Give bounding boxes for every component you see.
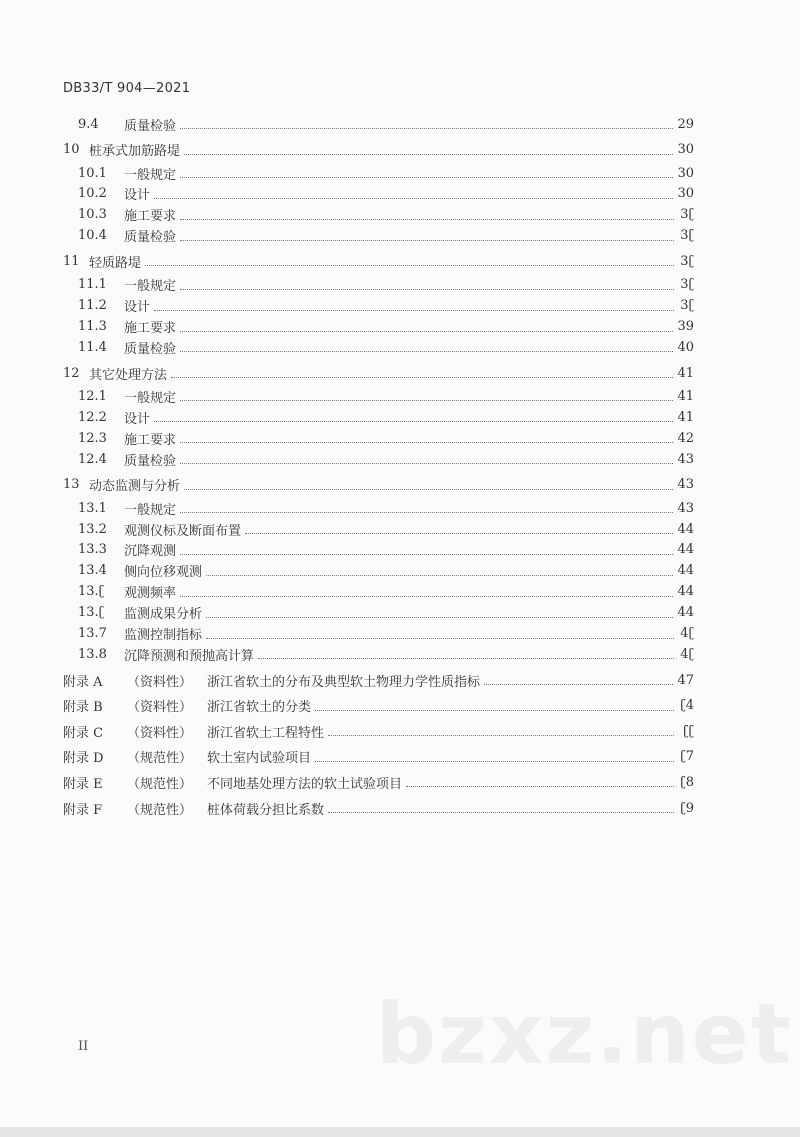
toc-entry-title: 一般规定: [124, 502, 177, 518]
toc-leader-dots: [206, 637, 674, 639]
toc-entry-title: 质量检验: [124, 230, 177, 246]
toc-entry-number: 11.4: [78, 339, 107, 355]
document-code: DB33/T 904—2021: [63, 81, 191, 96]
toc-entry-number: 附录 E: [63, 776, 103, 792]
toc-entry[interactable]: [78, 163, 694, 183]
toc-leader-dots: [328, 811, 674, 813]
toc-entry-title: 浙江省软土的分布及典型软土物理力学性质指标: [207, 674, 481, 690]
toc-entry-page: 39: [677, 319, 694, 334]
toc-entry-title: 质量检验: [124, 341, 177, 357]
toc-entry-title: 观测仪标及断面布置: [124, 523, 242, 539]
toc-entry-title: 一般规定: [124, 279, 177, 295]
toc-entry-category: （规范性）: [127, 776, 193, 792]
toc-entry-page: ʗʗ: [683, 723, 694, 739]
toc-leader-dots: [145, 264, 674, 266]
toc-entry-number: 11: [63, 253, 80, 269]
toc-leader-dots: [180, 218, 674, 220]
toc-entry-page: 44: [677, 521, 694, 537]
toc-leader-dots: [180, 399, 673, 401]
toc-entry-page: 44: [677, 542, 694, 558]
toc-entry-title: 动态监测与分析: [89, 479, 181, 495]
toc-entry-page: 30: [677, 142, 694, 158]
toc-entry-page: 41: [677, 388, 694, 404]
toc-entry-page: 43: [677, 451, 694, 467]
toc-entry-title: 设计: [124, 188, 151, 204]
toc-entry[interactable]: [78, 644, 694, 664]
toc-leader-dots: [206, 574, 673, 576]
toc-entry[interactable]: [78, 275, 694, 295]
toc-entry-number: 13.2: [78, 521, 107, 537]
toc-leader-dots: [245, 532, 673, 534]
toc-leader-dots: [206, 616, 673, 618]
toc-entry-page: ʗ8: [680, 774, 694, 790]
toc-leader-dots: [154, 420, 673, 422]
toc-leader-dots: [180, 595, 673, 597]
toc-entry-category: （资料性）: [127, 700, 193, 716]
toc-entry-page: 30: [677, 165, 694, 181]
toc-entry-number: 12.2: [78, 409, 107, 425]
toc-entry-number: 10.3: [78, 207, 107, 223]
toc-entry[interactable]: [63, 670, 694, 690]
toc-entry-page: ʗ7: [680, 749, 694, 765]
toc-entry[interactable]: [63, 721, 694, 741]
toc-entry[interactable]: [78, 519, 694, 539]
toc-entry-number: 11.2: [78, 298, 107, 314]
toc-leader-dots: [180, 239, 674, 241]
toc-entry-title: 施工要求: [124, 321, 177, 336]
toc-entry[interactable]: [63, 747, 694, 767]
toc-leader-dots: [184, 488, 673, 490]
toc-entry-title: 其它处理方法: [89, 367, 168, 383]
toc-entry-page: 3ʗ: [680, 207, 694, 223]
toc-leader-dots: [328, 734, 674, 736]
toc-entry-page: 44: [677, 584, 694, 600]
toc-entry-number: 9.4: [78, 116, 99, 132]
toc-entry-title: 设计: [124, 300, 151, 316]
toc-entry[interactable]: [63, 363, 694, 383]
toc-entry[interactable]: [78, 184, 694, 204]
toc-entry[interactable]: [78, 603, 694, 623]
toc-entry-page: 3ʗ: [680, 277, 694, 293]
toc-leader-dots: [180, 127, 673, 129]
toc-entry-number: 11.1: [78, 277, 107, 293]
toc-leader-dots: [180, 462, 673, 464]
toc-entry-number: 10.2: [78, 186, 107, 202]
toc-entry-title: 沉降观测: [124, 544, 177, 560]
toc-entry[interactable]: [78, 540, 694, 560]
toc-entry[interactable]: [78, 337, 694, 357]
toc-entry-number: 10.1: [78, 165, 107, 181]
toc-entry-number: 12.4: [78, 451, 107, 467]
toc-entry-number: 13.ʗ: [78, 605, 105, 621]
toc-entry-page: 40: [677, 339, 694, 355]
toc-entry-title: 监测成果分析: [124, 607, 203, 623]
toc-entry-title: 质量检验: [124, 118, 177, 134]
toc-entry[interactable]: [78, 498, 694, 518]
toc-entry-page: 47: [677, 672, 694, 688]
toc-entry-category: （规范性）: [127, 802, 193, 818]
toc-entry[interactable]: [78, 624, 694, 644]
toc-leader-dots: [184, 153, 673, 155]
toc-entry[interactable]: [78, 226, 694, 246]
toc-entry-number: 附录 D: [63, 751, 104, 767]
toc-entry[interactable]: [63, 140, 694, 160]
toc-entry-title: 观测频率: [124, 586, 177, 602]
toc-leader-dots: [180, 330, 673, 332]
toc-entry-page: ʗ4: [680, 698, 694, 714]
toc-entry[interactable]: [78, 428, 694, 448]
toc-entry-number: 10: [63, 142, 80, 158]
toc-entry-title: 软土室内试验项目: [207, 751, 312, 767]
toc-leader-dots: [406, 785, 674, 787]
watermark: bzxz.net: [376, 985, 793, 1083]
toc-leader-dots: [315, 709, 674, 711]
toc-entry-title: 施工要求: [124, 432, 177, 448]
toc-entry[interactable]: [78, 561, 694, 581]
toc-entry-number: 13: [63, 477, 80, 493]
toc-entry-number: 附录 A: [63, 674, 103, 690]
toc-entry-number: 10.4: [78, 228, 107, 244]
toc-leader-dots: [154, 197, 673, 199]
toc-entry-title: 浙江省软土工程特性: [207, 725, 325, 741]
toc-leader-dots: [180, 511, 673, 513]
toc-entry-page: 41: [677, 365, 694, 381]
toc-leader-dots: [180, 553, 673, 555]
toc-entry-title: 浙江省软土的分类: [207, 700, 312, 716]
toc-leader-dots: [484, 683, 673, 685]
toc-entry-page: 30: [677, 186, 694, 202]
toc-entry-number: 13.7: [78, 626, 107, 641]
toc-entry-title: 监测控制指标: [124, 628, 203, 643]
toc-entry[interactable]: [78, 317, 694, 337]
toc-entry[interactable]: [63, 798, 694, 818]
toc-entry-title: 桩承式加筋路堤: [89, 144, 181, 160]
toc-leader-dots: [180, 350, 673, 352]
toc-entry-number: 13.8: [78, 646, 107, 662]
toc-entry-number: 12: [63, 365, 80, 381]
toc-entry[interactable]: [63, 696, 694, 716]
toc-entry-number: 附录 F: [63, 802, 103, 818]
toc-entry-page: 43: [677, 477, 694, 493]
bottom-edge: [0, 1127, 800, 1137]
toc-entry-title: 质量检验: [124, 453, 177, 469]
toc-entry-number: 12.1: [78, 388, 107, 404]
page-number: II: [78, 1039, 89, 1054]
toc-entry[interactable]: [78, 407, 694, 427]
toc-entry-page: 4ʗ: [680, 626, 694, 641]
toc-entry-page: 4ʗ: [680, 646, 694, 662]
toc-entry-page: 44: [677, 563, 694, 579]
toc-entry-title: 沉降预测和预抛高计算: [124, 648, 255, 664]
toc-entry-title: 施工要求: [124, 209, 177, 225]
toc-entry[interactable]: [63, 251, 694, 271]
toc-entry-page: 3ʗ: [680, 253, 694, 269]
toc-leader-dots: [154, 309, 674, 311]
toc-entry-number: 13.3: [78, 542, 107, 558]
toc-entry[interactable]: [78, 582, 694, 602]
toc-entry-number: 附录 C: [63, 725, 104, 741]
toc-entry-number: 附录 B: [63, 700, 103, 716]
toc-entry-number: 13.ʗ: [78, 584, 105, 600]
toc-entry[interactable]: [63, 475, 694, 495]
toc-entry-category: （资料性）: [127, 725, 193, 741]
toc-entry-number: 13.4: [78, 563, 107, 579]
toc-entry-page: 43: [677, 500, 694, 516]
toc-leader-dots: [180, 288, 674, 290]
toc-entry-category: （规范性）: [127, 751, 193, 767]
toc-leader-dots: [180, 176, 673, 178]
toc-entry-page: 29: [677, 116, 694, 132]
toc-entry-title: 侧向位移观测: [124, 565, 203, 581]
toc-leader-dots: [315, 760, 674, 762]
toc-entry-number: 12.3: [78, 430, 107, 446]
toc-entry[interactable]: [78, 296, 694, 316]
toc-entry-page: 41: [677, 409, 694, 425]
toc-entry-title: 一般规定: [124, 390, 177, 406]
toc-entry-title: 一般规定: [124, 167, 177, 183]
toc-entry-title: 轻质路堤: [89, 255, 142, 271]
toc-entry-page: ʗ9: [680, 800, 694, 816]
toc-entry-page: 3ʗ: [680, 298, 694, 314]
toc-entry[interactable]: [63, 772, 694, 792]
toc-entry-page: 3ʗ: [680, 228, 694, 244]
toc-entry-category: （资料性）: [127, 674, 193, 690]
toc-entry-title: 设计: [124, 411, 151, 427]
toc-entry-title: 桩体荷载分担比系数: [207, 802, 325, 818]
toc-leader-dots: [258, 657, 674, 659]
toc-entry[interactable]: [78, 205, 694, 225]
toc-entry-number: 11.3: [78, 319, 107, 334]
toc-entry[interactable]: [78, 114, 694, 134]
toc-leader-dots: [171, 376, 673, 378]
toc-leader-dots: [180, 441, 673, 443]
toc-entry[interactable]: [78, 449, 694, 469]
toc-entry-page: 44: [677, 605, 694, 621]
toc-entry-title: 不同地基处理方法的软土试验项目: [207, 776, 403, 792]
toc-entry[interactable]: [78, 386, 694, 406]
toc-entry-page: 42: [677, 430, 694, 446]
toc-entry-number: 13.1: [78, 500, 107, 516]
